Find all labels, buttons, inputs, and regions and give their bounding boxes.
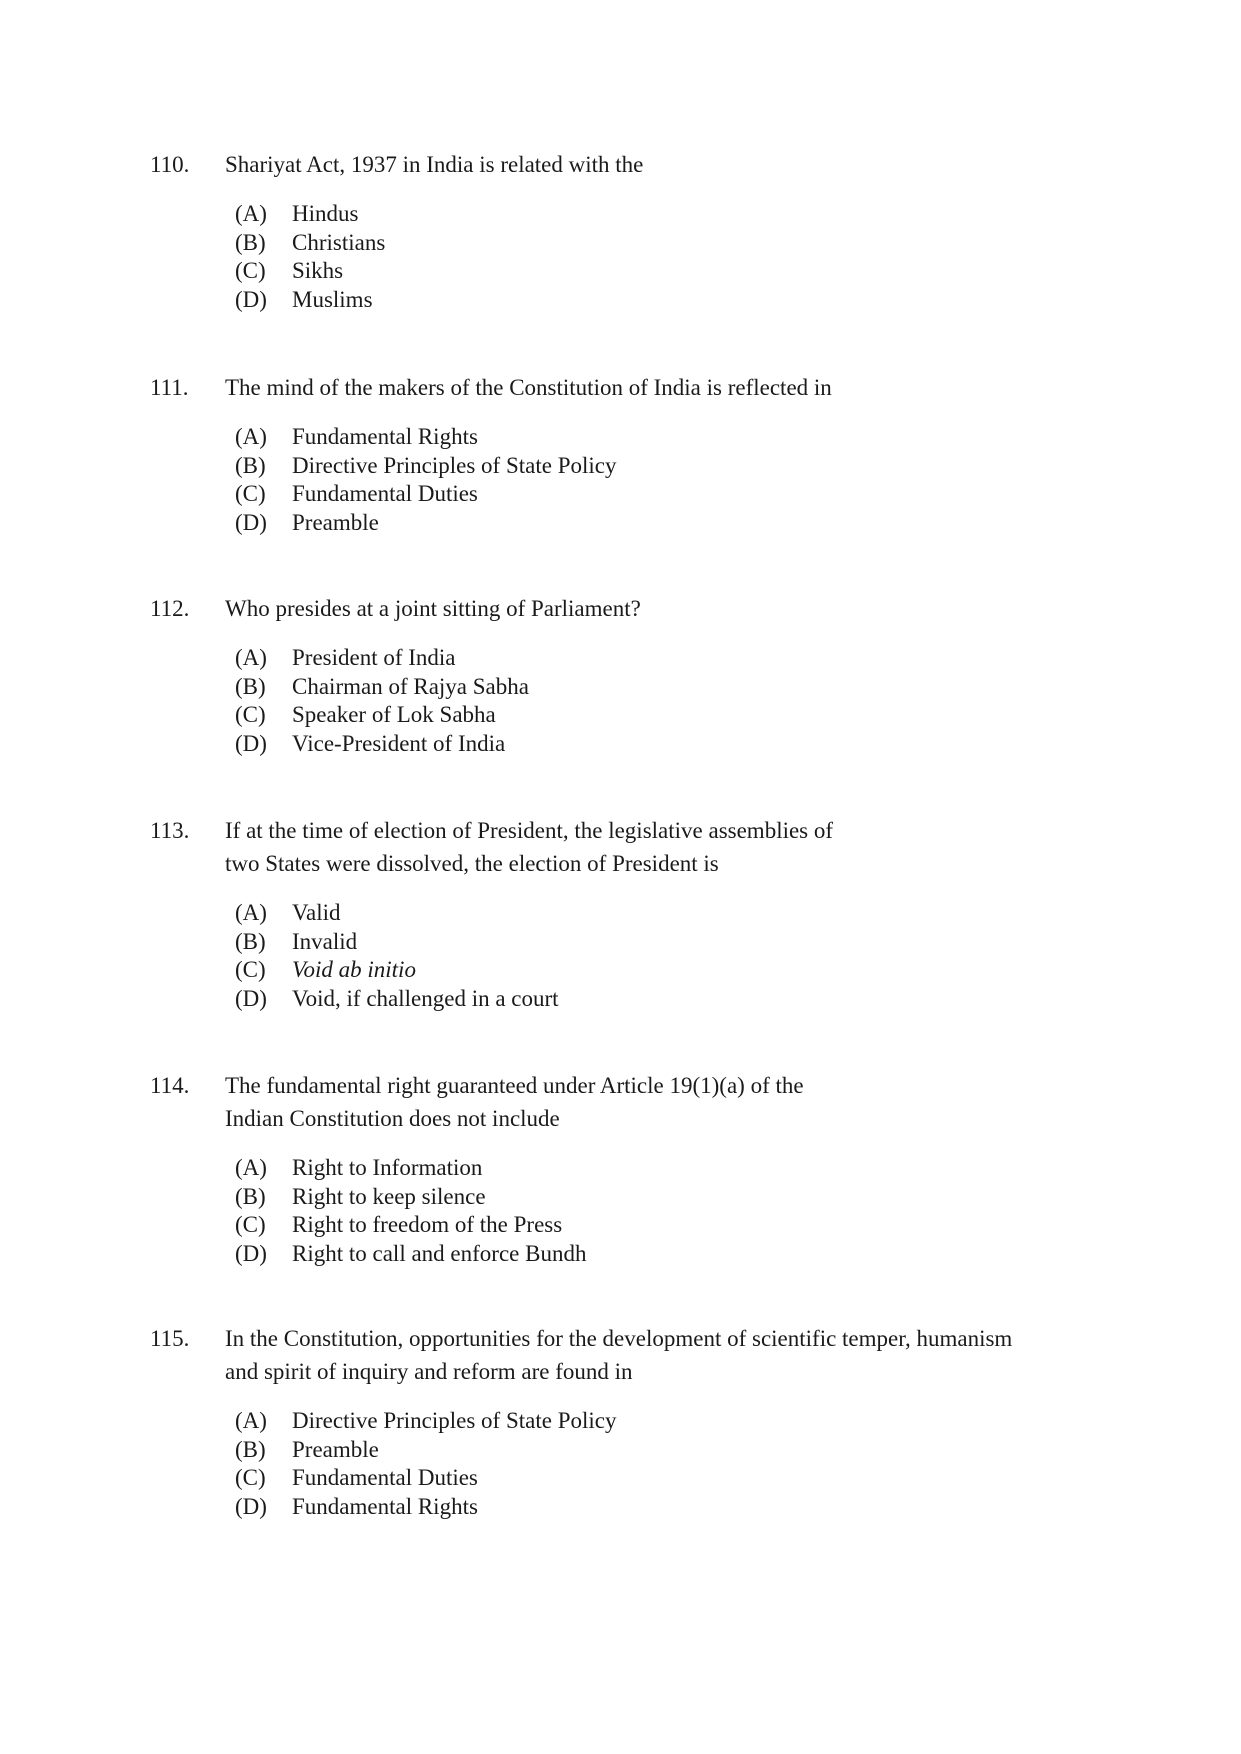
question-stem	[150, 1322, 1150, 1388]
option-text: Vice-President of India	[292, 730, 506, 756]
option-c	[235, 1464, 1150, 1493]
option-d	[235, 286, 1150, 315]
option-letter: (A)	[235, 201, 267, 226]
option-text: Right to call and enforce Bundh	[292, 1240, 587, 1266]
question-number: 111.	[150, 375, 189, 400]
option-letter: (C)	[235, 702, 266, 727]
question-text: If at the time of election of President, the legislative assemblies of two States were dissolved, the election of President is	[225, 818, 834, 876]
option-text: Void ab initio	[292, 957, 416, 982]
option-d	[235, 985, 1150, 1014]
question-stem	[150, 148, 1150, 181]
option-text: Invalid	[292, 928, 358, 954]
option-text: Christians	[292, 229, 386, 255]
option-text: Valid	[292, 900, 341, 925]
option-text: Void, if challenged in a court	[292, 985, 559, 1011]
question-114	[150, 1069, 1150, 1268]
option-c	[235, 1211, 1150, 1240]
option-letter: (C)	[235, 957, 266, 982]
option-list	[235, 1154, 1150, 1268]
option-text: Fundamental Rights	[292, 424, 478, 449]
option-letter: (D)	[235, 730, 267, 756]
option-letter: (D)	[235, 1493, 267, 1519]
option-text: Sikhs	[292, 258, 344, 283]
question-number: 113.	[150, 818, 190, 843]
question-number: 114.	[150, 1073, 190, 1098]
option-d	[235, 509, 1150, 538]
option-text: Chairman of Rajya Sabha	[292, 673, 529, 699]
question-text: The fundamental right guaranteed under Article 19(1)(a) of the Indian Constitution does not include	[225, 1073, 804, 1131]
option-text: Right to keep silence	[292, 1183, 486, 1209]
question-text: Shariyat Act, 1937 in India is related with the	[225, 152, 644, 177]
question-number: 112.	[150, 596, 190, 621]
option-list	[235, 423, 1150, 537]
option-b	[235, 1436, 1150, 1465]
option-d	[235, 1493, 1150, 1522]
question-number: 110.	[150, 152, 190, 177]
option-text: Right to Information	[292, 1155, 483, 1180]
option-d	[235, 730, 1150, 759]
option-c	[235, 701, 1150, 730]
option-text: Fundamental Rights	[292, 1493, 478, 1519]
option-letter: (B)	[235, 1436, 266, 1462]
question-113	[150, 814, 1150, 1013]
option-c	[235, 956, 1150, 985]
option-letter: (C)	[235, 1465, 266, 1490]
question-112	[150, 592, 1150, 758]
option-letter: (A)	[235, 1155, 267, 1180]
option-letter: (A)	[235, 424, 267, 449]
option-letter: (D)	[235, 286, 267, 312]
option-text: Directive Principles of State Policy	[292, 452, 617, 478]
option-a	[235, 1407, 1150, 1436]
option-letter: (D)	[235, 1240, 267, 1266]
option-text: Preamble	[292, 1436, 379, 1462]
question-111	[150, 371, 1150, 537]
question-stem	[150, 592, 1150, 625]
option-text: President of India	[292, 645, 456, 670]
question-text: The mind of the makers of the Constitution of India is reflected in	[225, 375, 832, 400]
question-number: 115.	[150, 1326, 190, 1351]
option-text: Directive Principles of State Policy	[292, 1408, 617, 1433]
option-letter: (C)	[235, 258, 266, 283]
option-b	[235, 452, 1150, 481]
option-a	[235, 899, 1150, 928]
question-stem	[150, 1069, 1150, 1135]
option-a	[235, 200, 1150, 229]
option-c	[235, 480, 1150, 509]
option-letter: (B)	[235, 229, 266, 255]
option-list	[235, 899, 1150, 1013]
option-letter: (D)	[235, 985, 267, 1011]
question-110	[150, 148, 1150, 314]
option-c	[235, 257, 1150, 286]
option-letter: (B)	[235, 673, 266, 699]
option-letter: (C)	[235, 1212, 266, 1237]
option-text: Speaker of Lok Sabha	[292, 702, 496, 727]
option-letter: (B)	[235, 928, 266, 954]
option-text: Right to freedom of the Press	[292, 1212, 563, 1237]
option-b	[235, 1183, 1150, 1212]
option-list	[235, 200, 1150, 314]
option-letter: (C)	[235, 481, 266, 506]
question-115	[150, 1322, 1150, 1521]
option-letter: (A)	[235, 900, 267, 925]
option-text: Fundamental Duties	[292, 481, 478, 506]
option-letter: (A)	[235, 645, 267, 670]
option-b	[235, 673, 1150, 702]
question-text: Who presides at a joint sitting of Parliament?	[225, 596, 641, 621]
option-list	[235, 1407, 1150, 1521]
option-text: Fundamental Duties	[292, 1465, 478, 1490]
question-stem	[150, 814, 1150, 880]
option-text: Preamble	[292, 509, 379, 535]
option-letter: (B)	[235, 452, 266, 478]
option-d	[235, 1240, 1150, 1269]
option-a	[235, 423, 1150, 452]
option-b	[235, 928, 1150, 957]
question-text: In the Constitution, opportunities for the development of scientific temper, humanism and spirit of inquiry and reform are found in	[225, 1326, 1013, 1384]
option-letter: (A)	[235, 1408, 267, 1433]
option-text: Hindus	[292, 201, 359, 226]
question-stem	[150, 371, 1150, 404]
option-list	[235, 644, 1150, 758]
option-letter: (D)	[235, 509, 267, 535]
option-b	[235, 229, 1150, 258]
option-a	[235, 644, 1150, 673]
option-letter: (B)	[235, 1183, 266, 1209]
option-text: Muslims	[292, 286, 373, 312]
option-a	[235, 1154, 1150, 1183]
